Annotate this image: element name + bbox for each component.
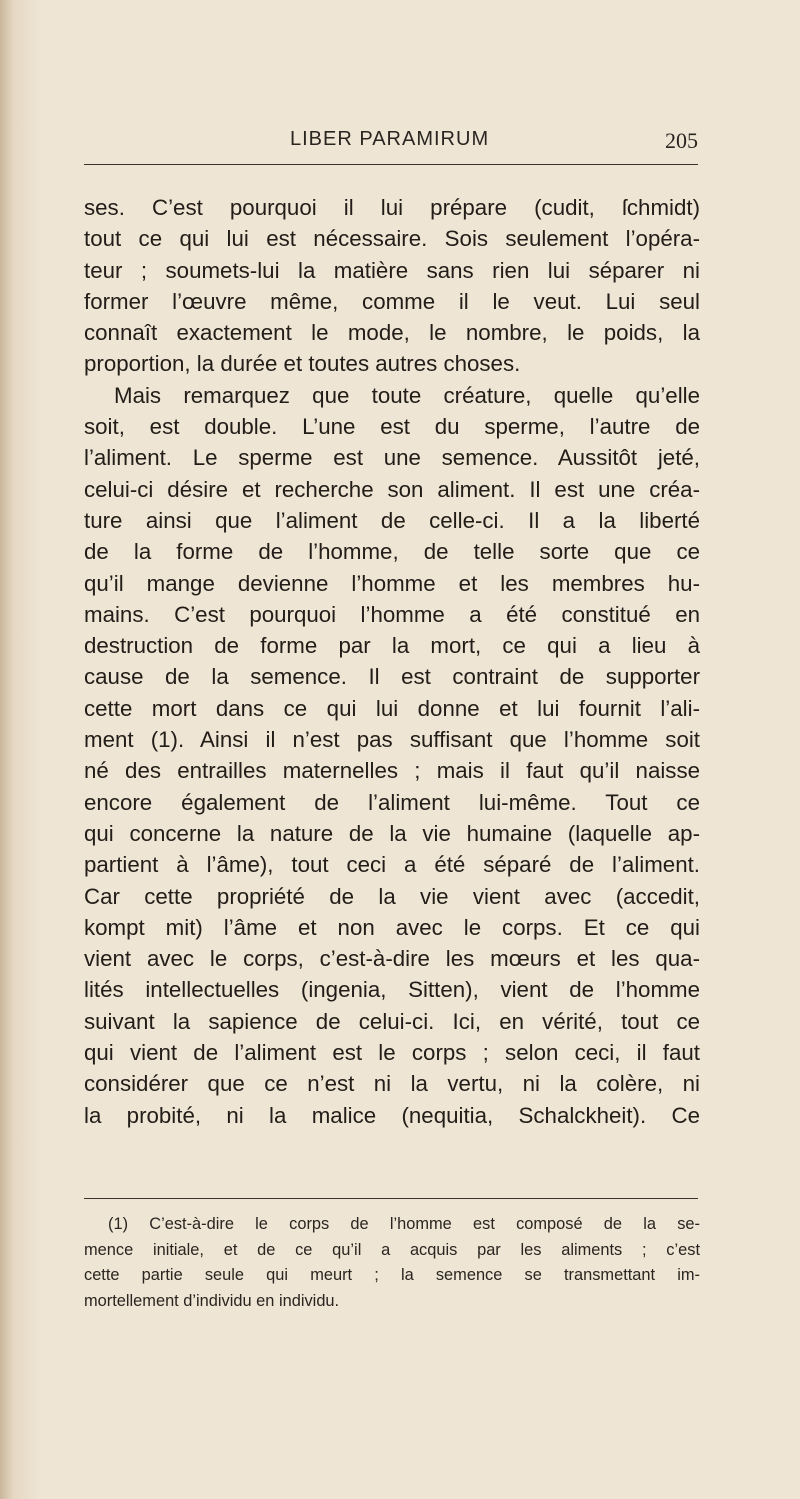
text-line: vient avec le corps, c’est-à-dire les mœurs et les qua-	[84, 946, 700, 972]
text-line: ture ainsi que l’aliment de celle-ci. Il a la liberté	[84, 507, 700, 533]
text-line: qu’il mange devienne l’homme et les membres hu-	[84, 570, 700, 596]
text-line: l’aliment. Le sperme est une semence. Aussitôt jeté,	[84, 445, 700, 471]
text-line: connaît exactement le mode, le nombre, le poids, la	[84, 320, 700, 346]
text-line: considérer que ce n’est ni la vertu, ni la colère, ni	[84, 1071, 700, 1097]
text-line: lités intellectuelles (ingenia, Sitten), vient de l’homme	[84, 977, 700, 1003]
running-title: LIBER PARAMIRUM	[290, 128, 490, 150]
footnote-rule	[84, 1198, 698, 1199]
page-header	[84, 128, 698, 162]
footnote-line: mortellement d’individu en individu.	[84, 1291, 340, 1310]
text-line: former l’œuvre même, comme il le veut. Lui seul	[84, 288, 700, 314]
text-line: destruction de forme par la mort, ce qui a lieu à	[84, 633, 700, 659]
text-line: encore également de l’aliment lui-même. Tout ce	[84, 789, 700, 815]
footnote-line: cette partie seule qui meurt ; la semence se transmettant im-	[84, 1266, 700, 1285]
text-line: celui-ci désire et recherche son aliment. Il est une créa-	[84, 476, 700, 502]
text-line: de la forme de l’homme, de telle sorte que ce	[84, 539, 700, 565]
text-line: ment (1). Ainsi il n’est pas suffisant que l’homme soit	[84, 727, 700, 753]
text-line: soit, est double. L’une est du sperme, l’autre de	[84, 414, 700, 440]
text-line: suivant la sapience de celui-ci. Ici, en vérité, tout ce	[84, 1008, 700, 1034]
text-line: teur ; soumets-lui la matière sans rien lui séparer ni	[84, 257, 700, 283]
text-line: kompt mit) l’âme et non avec le corps. Et ce qui	[84, 914, 700, 940]
footnote-line: (1) C’est-à-dire le corps de l’homme est composé de la se-	[108, 1215, 700, 1233]
text-line: proportion, la durée et toutes autres choses.	[84, 351, 521, 377]
text-line: qui vient de l’aliment est le corps ; selon ceci, il faut	[84, 1040, 700, 1066]
page-number: 205	[665, 128, 698, 153]
text-line: tout ce qui lui est nécessaire. Sois seulement l’opéra-	[84, 226, 700, 252]
body-text	[84, 192, 700, 1131]
footnote-line: mence initiale, et de ce qu’il a acquis par les aliments ; c’est	[84, 1240, 700, 1259]
text-line: la probité, ni la malice (nequitia, Schalckheit). Ce	[84, 1102, 700, 1128]
header-rule	[84, 164, 698, 165]
text-line: Car cette propriété de la vie vient avec (accedit,	[84, 883, 700, 909]
text-line: mains. C’est pourquoi l’homme a été constitué en	[84, 601, 700, 627]
text-line: ses. C’est pourquoi il lui prépare (cudit, ſchmidt)	[84, 195, 700, 220]
text-line: qui concerne la nature de la vie humaine (laquelle ap-	[84, 820, 700, 846]
text-line: cause de la semence. Il est contraint de supporter	[84, 664, 700, 690]
text-line: cette mort dans ce qui lui donne et lui fournit l’ali-	[84, 695, 700, 721]
footnotes	[84, 1212, 700, 1314]
text-line: né des entrailles maternelles ; mais il faut qu’il naisse	[84, 758, 700, 784]
text-line: partient à l’âme), tout ceci a été séparé de l’aliment.	[84, 852, 700, 878]
text-line: Mais remarquez que toute créature, quelle qu’elle	[114, 382, 700, 408]
